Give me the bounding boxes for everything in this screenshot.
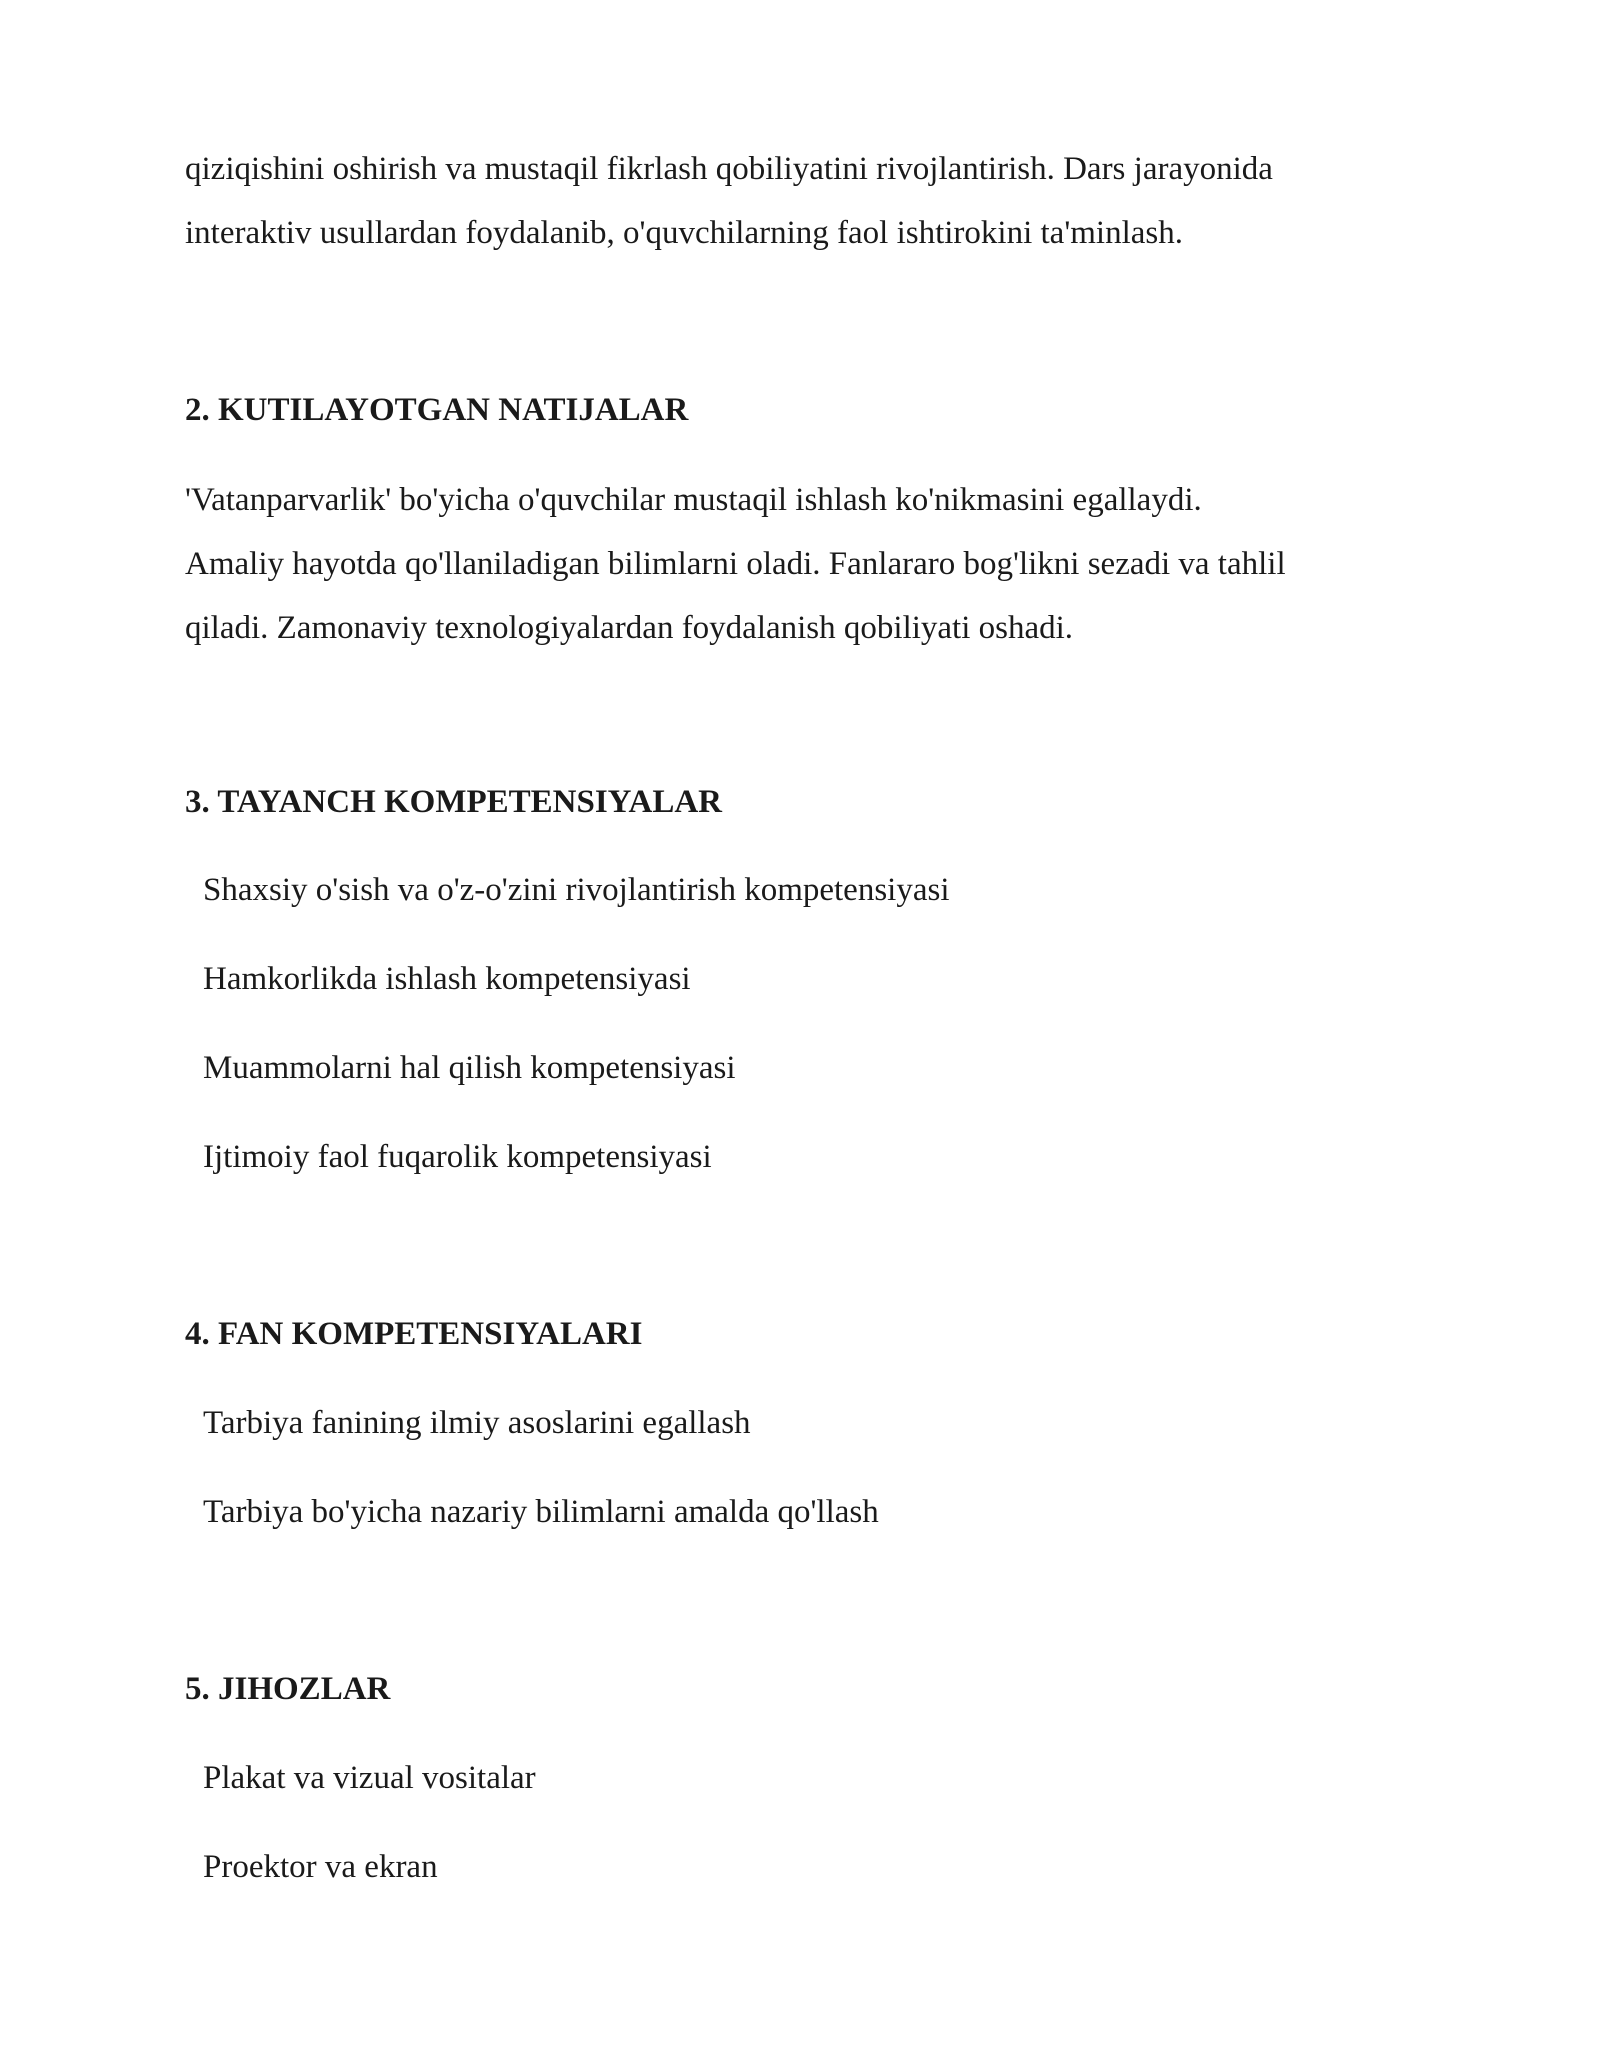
section-heading-core-competencies: 3. TAYANCH KOMPETENSIYALAR [185,784,722,820]
intro-paragraph-line: qiziqishini oshirish va mustaqil fikrlash qobiliyatini rivojlantirish. Dars jarayonida [185,151,1273,187]
expected-results-paragraph [185,468,1425,660]
paragraph-line: 'Vatanparvarlik' bo'yicha o'quvchilar mustaqil ishlash ko'nikmasini egallaydi. [185,482,1202,518]
list-item: Plakat va vizual vositalar [203,1760,536,1796]
section-heading-subject-competencies: 4. FAN KOMPETENSIYALARI [185,1316,643,1352]
list-item: Ijtimoiy faol fuqarolik kompetensiyasi [203,1139,712,1175]
section-heading-equipment: 5. JIHOZLAR [185,1671,391,1707]
list-item: Tarbiya bo'yicha nazariy bilimlarni amalda qo'llash [203,1494,879,1530]
section-heading-expected-results: 2. KUTILAYOTGAN NATIJALAR [185,392,689,428]
list-item: Tarbiya fanining ilmiy asoslarini egallash [203,1405,751,1441]
list-item: Shaxsiy o'sish va o'z-o'zini rivojlantirish kompetensiyasi [203,872,950,908]
list-item: Proektor va ekran [203,1849,438,1885]
paragraph-line: qiladi. Zamonaviy texnologiyalardan foydalanish qobiliyati oshadi. [185,610,1074,646]
intro-paragraph [185,137,1425,265]
list-item: Hamkorlikda ishlash kompetensiyasi [203,961,691,997]
paragraph-line: Amaliy hayotda qo'llaniladigan bilimlarni oladi. Fanlararo bog'likni sezadi va tahlil [185,546,1286,582]
list-item: Muammolarni hal qilish kompetensiyasi [203,1050,736,1086]
intro-paragraph-line: interaktiv usullardan foydalanib, o'quvchilarning faol ishtirokini ta'minlash. [185,215,1184,251]
